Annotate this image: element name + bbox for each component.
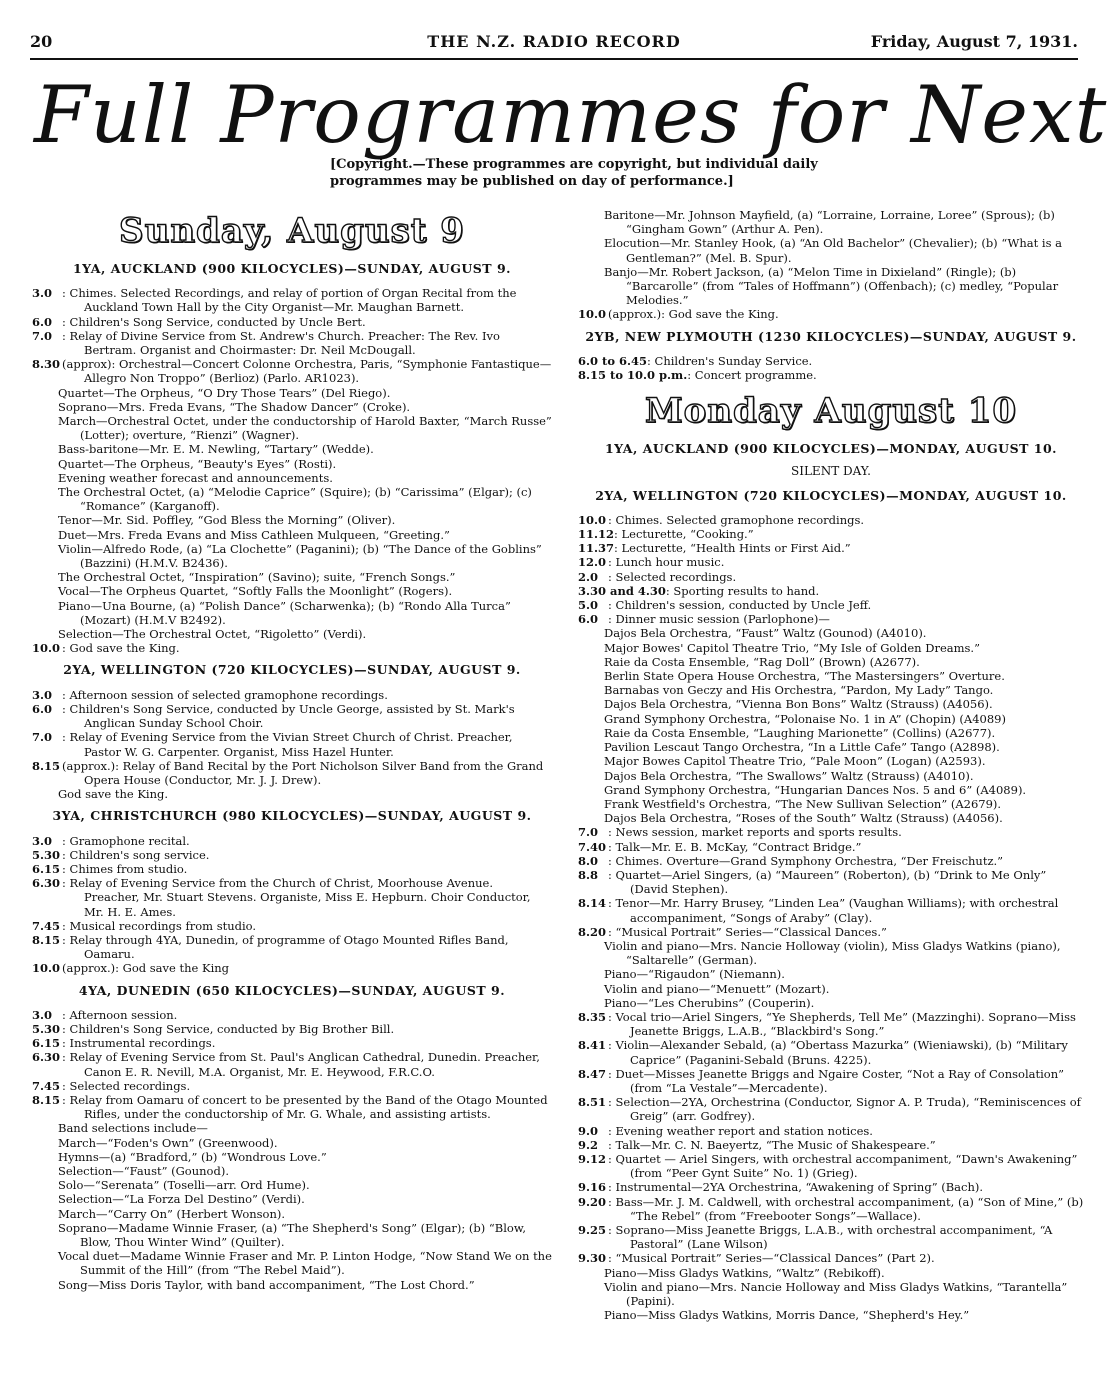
programme-item: Vocal duet—Madame Winnie Fraser and Mr. P. Linton Hodge, “Now Stand We on the Summit of the Hill” (from “The Rebel Maid”). — [58, 1249, 552, 1278]
entry-text: : Children's Song Service, conducted by Uncle George, assisted by St. Mark's Anglican Sunday School Choir. — [62, 701, 515, 731]
schedule-entry — [578, 1152, 1084, 1180]
schedule-entry — [32, 1050, 552, 1078]
banner-title: Full Programmes for Next — [34, 69, 1108, 161]
entry-time: 8.15 — [32, 932, 61, 947]
programme-item: Violin—Alfredo Rode, (a) “La Clochette” (Paganini); (b) “The Dance of the Goblins” (Bazzini) (H.M.V. B2436). — [58, 541, 542, 571]
schedule-entry — [578, 307, 1084, 321]
entry-time: 8.15 — [32, 758, 61, 773]
entry-text: : Tenor—Mr. Harry Brusey, “Linden Lea” (Vaughan Williams); with orchestral accompaniment, “Songs of Araby” (Clay). — [608, 896, 1059, 925]
entry-text: (approx.): God save the King. — [608, 307, 779, 322]
entry-time: 6.0 — [32, 314, 53, 329]
station-title: 3YA, CHRISTCHURCH (980 KILOCYCLES)—SUNDAY, AUGUST 9. — [52, 808, 532, 824]
entry-text: : Selected recordings. — [608, 569, 737, 584]
programme-item: Baritone—Mr. Johnson Mayfield, (a) “Lorraine, Lorraine, Loree” (Sprous); (b) “Gingham Gown” (Arthur A. Pen). — [604, 208, 1055, 237]
schedule-entry — [32, 641, 552, 655]
schedule-entry — [578, 825, 1084, 839]
station-schedule — [578, 1010, 1084, 1266]
programme-item: Berlin State Opera House Orchestra, “The Mastersingers” Overture. — [604, 669, 1005, 684]
programme-item: Quartet—The Orpheus, “Beauty's Eyes” (Rosti). — [58, 456, 337, 471]
entry-time: 7.45 — [32, 1078, 61, 1093]
schedule-entry — [578, 555, 1084, 569]
programme-item: March—Orchestral Octet, under the conductorship of Harold Baxter, “March Russe” (Lotter); overture, “Rienzi” (Wagner). — [58, 414, 552, 443]
entry-text: : Lecturette, “Cooking.” — [614, 527, 754, 542]
station-title: 2YA, WELLINGTON (720 KILOCYCLES)—SUNDAY, AUGUST 9. — [63, 662, 521, 678]
header-rule — [30, 58, 1078, 60]
programme-item: Grand Symphony Orchestra, “Polonaise No. 1 in A” (Chopin) (A4089) — [604, 711, 1006, 726]
entry-time: 6.30 — [32, 876, 61, 891]
schedule-entry — [32, 702, 552, 730]
entry-text: : Relay of Evening Service from the Church of Christ, Moorhouse Avenue. Preacher, Mr. Stuart Stevens. Organiste, Miss E. Hepburn. Choir Conductor, Mr. H. E. Ames. — [62, 876, 531, 919]
entry-time: 8.0 — [578, 853, 599, 868]
entry-time: 5.0 — [578, 598, 599, 613]
schedule-entry — [578, 1038, 1084, 1066]
entry-text: : Gramophone recital. — [62, 833, 190, 848]
programme-item: Selection—“Faust” (Gounod). — [58, 1163, 229, 1178]
sub-items — [578, 939, 1084, 1010]
entry-text: : Vocal trio—Ariel Singers, “Ye Shepherds, Tell Me” (Mazzinghi). Soprano—Miss Jeanette Briggs, L.A.B., “Blackbird's Song.” — [608, 1009, 1076, 1039]
entry-time: 3.30 and 4.30 — [578, 583, 666, 598]
entry-text: : Quartet — Ariel Singers, with orchestral accompaniment, “Dawn's Awakening” (from “Peer Gynt Suite” No. 1) (Grieg). — [608, 1151, 1078, 1181]
entry-time: 3.0 — [32, 286, 53, 301]
schedule-entry — [578, 612, 1084, 626]
entry-time: 7.45 — [32, 918, 61, 933]
entry-time: 9.20 — [578, 1194, 607, 1209]
programme-item: Grand Symphony Orchestra, “Hungarian Dances Nos. 5 and 6” (A4089). — [604, 782, 1027, 797]
page-number: 20 — [30, 32, 53, 51]
entry-text: : Instrumental—2YA Orchestrina, “Awakening of Spring” (Bach). — [608, 1180, 984, 1195]
schedule-entry — [32, 1093, 552, 1121]
left-column — [32, 208, 552, 1292]
schedule-entry — [578, 854, 1084, 868]
entry-time: 9.30 — [578, 1251, 607, 1266]
schedule-entry — [578, 1067, 1084, 1095]
right-column — [578, 208, 1084, 1322]
schedule-entry — [578, 925, 1084, 939]
schedule-entry — [32, 357, 552, 385]
schedule-entry — [578, 1180, 1084, 1194]
entry-time: 8.8 — [578, 867, 599, 882]
entry-text: : Selection—2YA, Orchestrina (Conductor, Signor A. P. Truda), “Reminiscences of Greig” (arr. Godfrey). — [608, 1095, 1081, 1124]
schedule-entry — [32, 1022, 552, 1036]
entry-text: : Chimes. Overture—Grand Symphony Orchestra, “Der Freischutz.” — [608, 853, 1004, 868]
schedule-entry — [32, 834, 552, 848]
entry-time: 12.0 — [578, 555, 607, 570]
entry-text: (approx.): Relay of Band Recital by the Port Nicholson Silver Band from the Grand Opera House (Conductor, Mr. J. J. Drew). — [62, 758, 544, 787]
programme-item: The Orchestral Octet, (a) “Melodie Caprice” (Squire); (b) “Carissima” (Elgar); (c) “Romance” (Karganoff). — [58, 485, 532, 514]
schedule-entry — [578, 527, 1084, 541]
entry-time: 8.15 to 10.0 p.m. — [578, 368, 688, 383]
station-title: 4YA, DUNEDIN (650 KILOCYCLES)—SUNDAY, AUGUST 9. — [78, 982, 506, 998]
page-header — [30, 32, 1078, 54]
schedule-entry — [578, 598, 1084, 612]
schedule-entry — [32, 848, 552, 862]
entry-time: 10.0 — [578, 512, 607, 527]
schedule-entry — [32, 961, 552, 975]
sub-items — [32, 787, 552, 801]
programme-item: Dajos Bela Orchestra, “Faust” Waltz (Gounod) (A4010). — [604, 626, 927, 641]
entry-time: 9.2 — [578, 1137, 599, 1152]
programme-item: Vocal—The Orpheus Quartet, “Softly Falls the Moonlight” (Rogers). — [58, 584, 453, 599]
entry-text: : Bass—Mr. J. M. Caldwell, with orchestral accompaniment, (a) “Son of Mine,” (b) “The Rebel” (from “Freebooter Songs”—Wallace). — [608, 1194, 1084, 1223]
entry-time: 8.14 — [578, 896, 607, 911]
schedule-entry — [578, 1010, 1084, 1038]
schedule-entry — [578, 513, 1084, 527]
station-schedule — [578, 825, 1084, 939]
entry-text: : Chimes from studio. — [62, 861, 188, 876]
schedule-entry — [578, 368, 1084, 382]
programme-item: Dajos Bela Orchestra, “The Swallows” Waltz (Strauss) (A4010). — [604, 768, 974, 783]
programme-item: Song—Miss Doris Taylor, with band accompaniment, “The Lost Chord.” — [58, 1277, 475, 1292]
entry-text: : Talk—Mr. C. N. Baeyertz, “The Music of Shakespeare.” — [608, 1137, 936, 1152]
entry-text: : Children's song service. — [62, 847, 210, 862]
entry-time: 8.35 — [578, 1009, 607, 1024]
schedule-entry — [32, 919, 552, 933]
entry-text: : News session, market reports and sports results. — [608, 825, 902, 840]
entry-time: 11.12 — [578, 527, 615, 542]
sub-items — [578, 208, 1084, 307]
programme-item: Piano—Miss Gladys Watkins, “Waltz” (Rebikoff). — [604, 1265, 885, 1280]
entry-text: : Instrumental recordings. — [62, 1036, 216, 1051]
station-schedule — [578, 513, 1084, 627]
entry-text: : Duet—Misses Jeanette Briggs and Ngaire Coster, “Not a Ray of Consolation” (from “La Vestale”—Mercadente). — [608, 1066, 1065, 1095]
entry-text: : Afternoon session of selected gramophone recordings. — [62, 687, 388, 702]
schedule-entry — [32, 730, 552, 758]
entry-time: 6.15 — [32, 1036, 61, 1051]
schedule-entry — [32, 759, 552, 787]
entry-text: : Concert programme. — [687, 368, 817, 383]
schedule-entry — [32, 1036, 552, 1050]
programme-item: Raie da Costa Ensemble, “Rag Doll” (Brown) (A2677). — [604, 654, 920, 669]
entry-text: : Children's session, conducted by Uncle Jeff. — [608, 598, 872, 613]
programme-item: Piano—Miss Gladys Watkins, Morris Dance, “Shepherd's Hey.” — [604, 1308, 970, 1323]
entry-text: : Relay through 4YA, Dunedin, of programme of Otago Mounted Rifles Band, Oamaru. — [62, 932, 509, 962]
copyright-notice: [Copyright.—These programmes are copyright, but individual daily programmes may be published on day of performance.] — [330, 157, 818, 189]
programme-item: Hymns—(a) “Bradford,” (b) “Wondrous Love.” — [58, 1149, 327, 1164]
station-title: 2YA, WELLINGTON (720 KILOCYCLES)—MONDAY, AUGUST 10. — [595, 487, 1067, 503]
entry-text: : Talk—Mr. E. B. McKay, “Contract Bridge.” — [608, 839, 862, 854]
entry-time: 7.0 — [578, 825, 599, 840]
entry-text: : Children's Sunday Service. — [647, 353, 813, 368]
schedule-entry — [578, 570, 1084, 584]
schedule-entry — [578, 541, 1084, 555]
entry-text: : Relay of Evening Service from St. Paul's Anglican Cathedral, Dunedin. Preacher, Canon E. R. Nevill, M.A. Organist, Mr. E. Heywood, F.R.C.O. — [62, 1050, 540, 1079]
entry-text: : Selected recordings. — [62, 1078, 191, 1093]
schedule-entry — [578, 896, 1084, 924]
sub-items — [32, 386, 552, 642]
entry-text: : Evening weather report and station notices. — [608, 1123, 873, 1138]
programme-item: Piano—“Les Cherubins” (Couperin). — [604, 995, 815, 1010]
entry-time: 9.12 — [578, 1151, 607, 1166]
programme-item: Duet—Mrs. Freda Evans and Miss Cathleen Mulqueen, “Greeting.” — [58, 527, 450, 542]
entry-text: : Lecturette, “Health Hints or First Aid.” — [614, 541, 851, 556]
programme-item: Tenor—Mr. Sid. Poffley, “God Bless the Morning” (Oliver). — [58, 513, 396, 528]
entry-time: 5.30 — [32, 1021, 61, 1036]
entry-time: 6.0 — [578, 612, 599, 627]
station-title: 2YB, NEW PLYMOUTH (1230 KILOCYCLES)—SUNDAY, AUGUST 9. — [585, 328, 1077, 344]
entry-text: (approx.): God save the King — [62, 961, 230, 976]
schedule-entry — [578, 1095, 1084, 1123]
entry-text: : Relay of Divine Service from St. Andrew's Church. Preacher: The Rev. Ivo Bertram. Organist and Choirmaster: Dr. Neil McDougall. — [62, 328, 500, 358]
entry-time: 7.0 — [32, 328, 53, 343]
entry-time: 8.30 — [32, 357, 61, 372]
entry-time: 6.15 — [32, 861, 61, 876]
schedule-entry — [32, 933, 552, 961]
entry-text: : Lunch hour music. — [608, 555, 725, 570]
schedule-entry — [32, 286, 552, 314]
entry-time: 10.0 — [578, 307, 607, 322]
schedule-entry — [32, 688, 552, 702]
programme-item: Selection—“La Forza Del Destino” (Verdi). — [58, 1192, 305, 1207]
schedule-entry — [32, 1079, 552, 1093]
schedule-entry — [32, 876, 552, 919]
programme-item: Selection—The Orchestral Octet, “Rigoletto” (Verdi). — [58, 627, 367, 642]
schedule-entry — [32, 1008, 552, 1022]
entry-text: : God save the King. — [62, 641, 180, 656]
programme-item: Violin and piano—Mrs. Nancie Holloway and Miss Gladys Watkins, “Tarantella” (Papini). — [604, 1279, 1068, 1309]
programme-item: Dajos Bela Orchestra, “Vienna Bon Bons” Waltz (Strauss) (A4056). — [604, 697, 993, 712]
entry-time: 6.0 to 6.45 — [578, 353, 648, 368]
programme-item: Piano—Una Bourne, (a) “Polish Dance” (Scharwenka); (b) “Rondo Alla Turca” (Mozart) (H.M.V B2492). — [58, 598, 511, 627]
programme-item: Major Bowes' Capitol Theatre Trio, “My Isle of Golden Dreams.” — [604, 640, 980, 655]
silent-day-note: SILENT DAY. — [791, 464, 871, 479]
entry-text: : Afternoon session. — [62, 1007, 178, 1022]
schedule-entry — [578, 584, 1084, 598]
entry-time: 5.30 — [32, 847, 61, 862]
station-title: 1YA, AUCKLAND (900 KILOCYCLES)—SUNDAY, AUGUST 9. — [72, 261, 512, 276]
station-schedule — [32, 286, 552, 385]
schedule-entry — [32, 315, 552, 329]
sub-items — [578, 1266, 1084, 1323]
entry-text: (approx): Orchestral—Concert Colonne Orchestra, Paris, “Symphonie Fantastique—Allegro Non Troppo” (Berlioz) (Parlo. AR1023). — [62, 357, 552, 386]
entry-time: 3.0 — [32, 1007, 53, 1022]
entry-time: 2.0 — [578, 569, 599, 584]
programme-item: The Orchestral Octet, “Inspiration” (Savino); suite, “French Songs.” — [58, 570, 456, 585]
programme-item: Band selections include— — [58, 1121, 208, 1136]
programme-item: Soprano—Madame Winnie Fraser, (a) “The Shepherd's Song” (Elgar); (b) “Blow, Blow, Thou Winter Wind” (Quilter). — [58, 1220, 526, 1249]
programme-item: Major Bowes Capitol Theatre Trio, “Pale Moon” (Logan) (A2593). — [604, 754, 986, 769]
entry-time: 10.0 — [32, 961, 61, 976]
programme-item: Elocution—Mr. Stanley Hook, (a) “An Old Bachelor” (Chevalier); (b) “What is a Gentleman?” (Mel. B. Spur). — [604, 236, 1062, 265]
entry-text: : “Musical Portrait” Series—“Classical Dances.” — [608, 924, 887, 939]
entry-time: 11.37 — [578, 541, 615, 556]
programme-item: Dajos Bela Orchestra, “Roses of the South” Waltz (Strauss) (A4056). — [604, 811, 1003, 826]
programme-item: Evening weather forecast and announcements. — [58, 470, 333, 485]
dinner-music-list — [578, 626, 1084, 825]
entry-text: : Sporting results to hand. — [665, 583, 820, 598]
entry-text: : Children's Song Service, conducted by Uncle Bert. — [62, 314, 366, 329]
programme-item: Violin and piano—Mrs. Nancie Holloway (violin), Miss Gladys Watkins (piano), “Saltarelle” (German). — [604, 938, 1061, 968]
station-title: 1YA, AUCKLAND (900 KILOCYCLES)—MONDAY, AUGUST 10. — [604, 441, 1058, 457]
entry-time: 9.25 — [578, 1223, 607, 1237]
station-schedule — [32, 834, 552, 976]
programme-item: Quartet—The Orpheus, “O Dry Those Tears” (Del Riego). — [58, 385, 391, 400]
entry-time: 8.15 — [32, 1092, 61, 1107]
day-heading-monday: Monday August 10 — [644, 391, 1018, 432]
programme-item: Banjo—Mr. Robert Jackson, (a) “Melon Time in Dixieland” (Ringle); (b) “Barcarolle” (from “Tales of Hoffmann”) (Offenbach); (c) medley, “Popular Melodies.” — [604, 264, 1059, 308]
schedule-entry — [578, 1251, 1084, 1265]
programme-item: Pavilion Lescaut Tango Orchestra, “In a Little Cafe” Tango (A2898). — [604, 740, 1000, 755]
programme-item: Bass-baritone—Mr. E. M. Newling, “Tartary” (Wedde). — [58, 442, 374, 457]
entry-text: : Relay of Evening Service from the Vivian Street Church of Christ. Preacher, Pastor W. G. Carpenter. Organist, Miss Hazel Hunter. — [62, 730, 513, 759]
programme-item: Soprano—Mrs. Freda Evans, “The Shadow Dancer” (Croke). — [58, 399, 411, 414]
programme-item: Raie da Costa Ensemble, “Laughing Marionette” (Collins) (A2677). — [604, 725, 996, 740]
entry-text: : Musical recordings from studio. — [62, 918, 257, 933]
entry-text: : Chimes. Selected gramophone recordings. — [608, 512, 865, 527]
programme-item: Violin and piano—“Menuett” (Mozart). — [604, 981, 830, 996]
schedule-entry — [578, 1138, 1084, 1152]
entry-text: : Children's Song Service, conducted by Big Brother Bill. — [62, 1021, 395, 1036]
programme-item: Solo—“Serenata” (Toselli—arr. Ord Hume). — [58, 1178, 310, 1193]
entry-text: : Soprano—Miss Jeanette Briggs, L.A.B., with orchestral accompaniment, “A Pastoral” (Lane Wilson) — [608, 1223, 1053, 1252]
entry-text: : Quartet—Ariel Singers, (a) “Maureen” (Roberton), (b) “Drink to Me Only” (David Stephen). — [608, 867, 1047, 897]
entry-time: 9.0 — [578, 1123, 599, 1138]
schedule-entry — [578, 1223, 1084, 1251]
entry-text: : Violin—Alexander Sebald, (a) “Obertass Mazurka” (Wieniawski), (b) “Military Caprice” (Paganini-Sebald (Bruns. 4225). — [608, 1038, 1068, 1067]
entry-time: 7.0 — [32, 730, 53, 745]
entry-time: 10.0 — [32, 641, 61, 656]
publication-title: THE N.Z. RADIO RECORD — [427, 32, 681, 51]
entry-text: : “Musical Portrait” Series—“Classical Dances” (Part 2). — [608, 1251, 935, 1266]
entry-time: 6.0 — [32, 701, 53, 716]
entry-time: 8.47 — [578, 1066, 607, 1081]
schedule-entry — [32, 862, 552, 876]
day-heading-sunday: Sunday, August 9 — [119, 211, 465, 251]
schedule-entry — [578, 354, 1084, 368]
entry-time: 3.0 — [32, 833, 53, 848]
schedule-entry — [32, 329, 552, 357]
entry-time: 7.40 — [578, 839, 607, 854]
issue-date: Friday, August 7, 1931. — [870, 32, 1078, 51]
programme-item: Barnabas von Geczy and His Orchestra, “Pardon, My Lady” Tango. — [604, 683, 994, 698]
station-schedule — [32, 688, 552, 787]
programme-item: God save the King. — [58, 787, 169, 802]
schedule-entry — [578, 840, 1084, 854]
entry-time: 3.0 — [32, 687, 53, 702]
station-schedule — [32, 1008, 552, 1122]
station-schedule — [578, 354, 1084, 382]
sub-items — [32, 1121, 552, 1291]
entry-text: : Relay from Oamaru of concert to be presented by the Band of the Otago Mounted Rifles, under the conductorship of Mr. G. Whale, and assisting artists. — [62, 1092, 548, 1122]
schedule-entry — [578, 868, 1084, 896]
entry-time: 8.41 — [578, 1038, 607, 1053]
programme-item: Piano—“Rigaudon” (Niemann). — [604, 967, 785, 982]
programme-item: March—“Carry On” (Herbert Wonson). — [58, 1206, 286, 1221]
schedule-entry — [578, 1124, 1084, 1138]
programme-item: Frank Westfield's Orchestra, “The New Sullivan Selection” (A2679). — [604, 796, 1002, 811]
programme-item: March—“Foden's Own” (Greenwood). — [58, 1135, 278, 1150]
entry-time: 6.30 — [32, 1050, 61, 1065]
entry-time: 9.16 — [578, 1180, 607, 1195]
entry-text: : Chimes. Selected Recordings, and relay of portion of Organ Recital from the Auckland Town Hall by the City Organist—Mr. Maughan Barnett. — [62, 286, 517, 315]
entry-time: 8.20 — [578, 924, 607, 939]
entry-text: : Dinner music session (Parlophone)— — [608, 612, 830, 627]
entry-time: 8.51 — [578, 1095, 607, 1110]
schedule-entry — [578, 1195, 1084, 1223]
